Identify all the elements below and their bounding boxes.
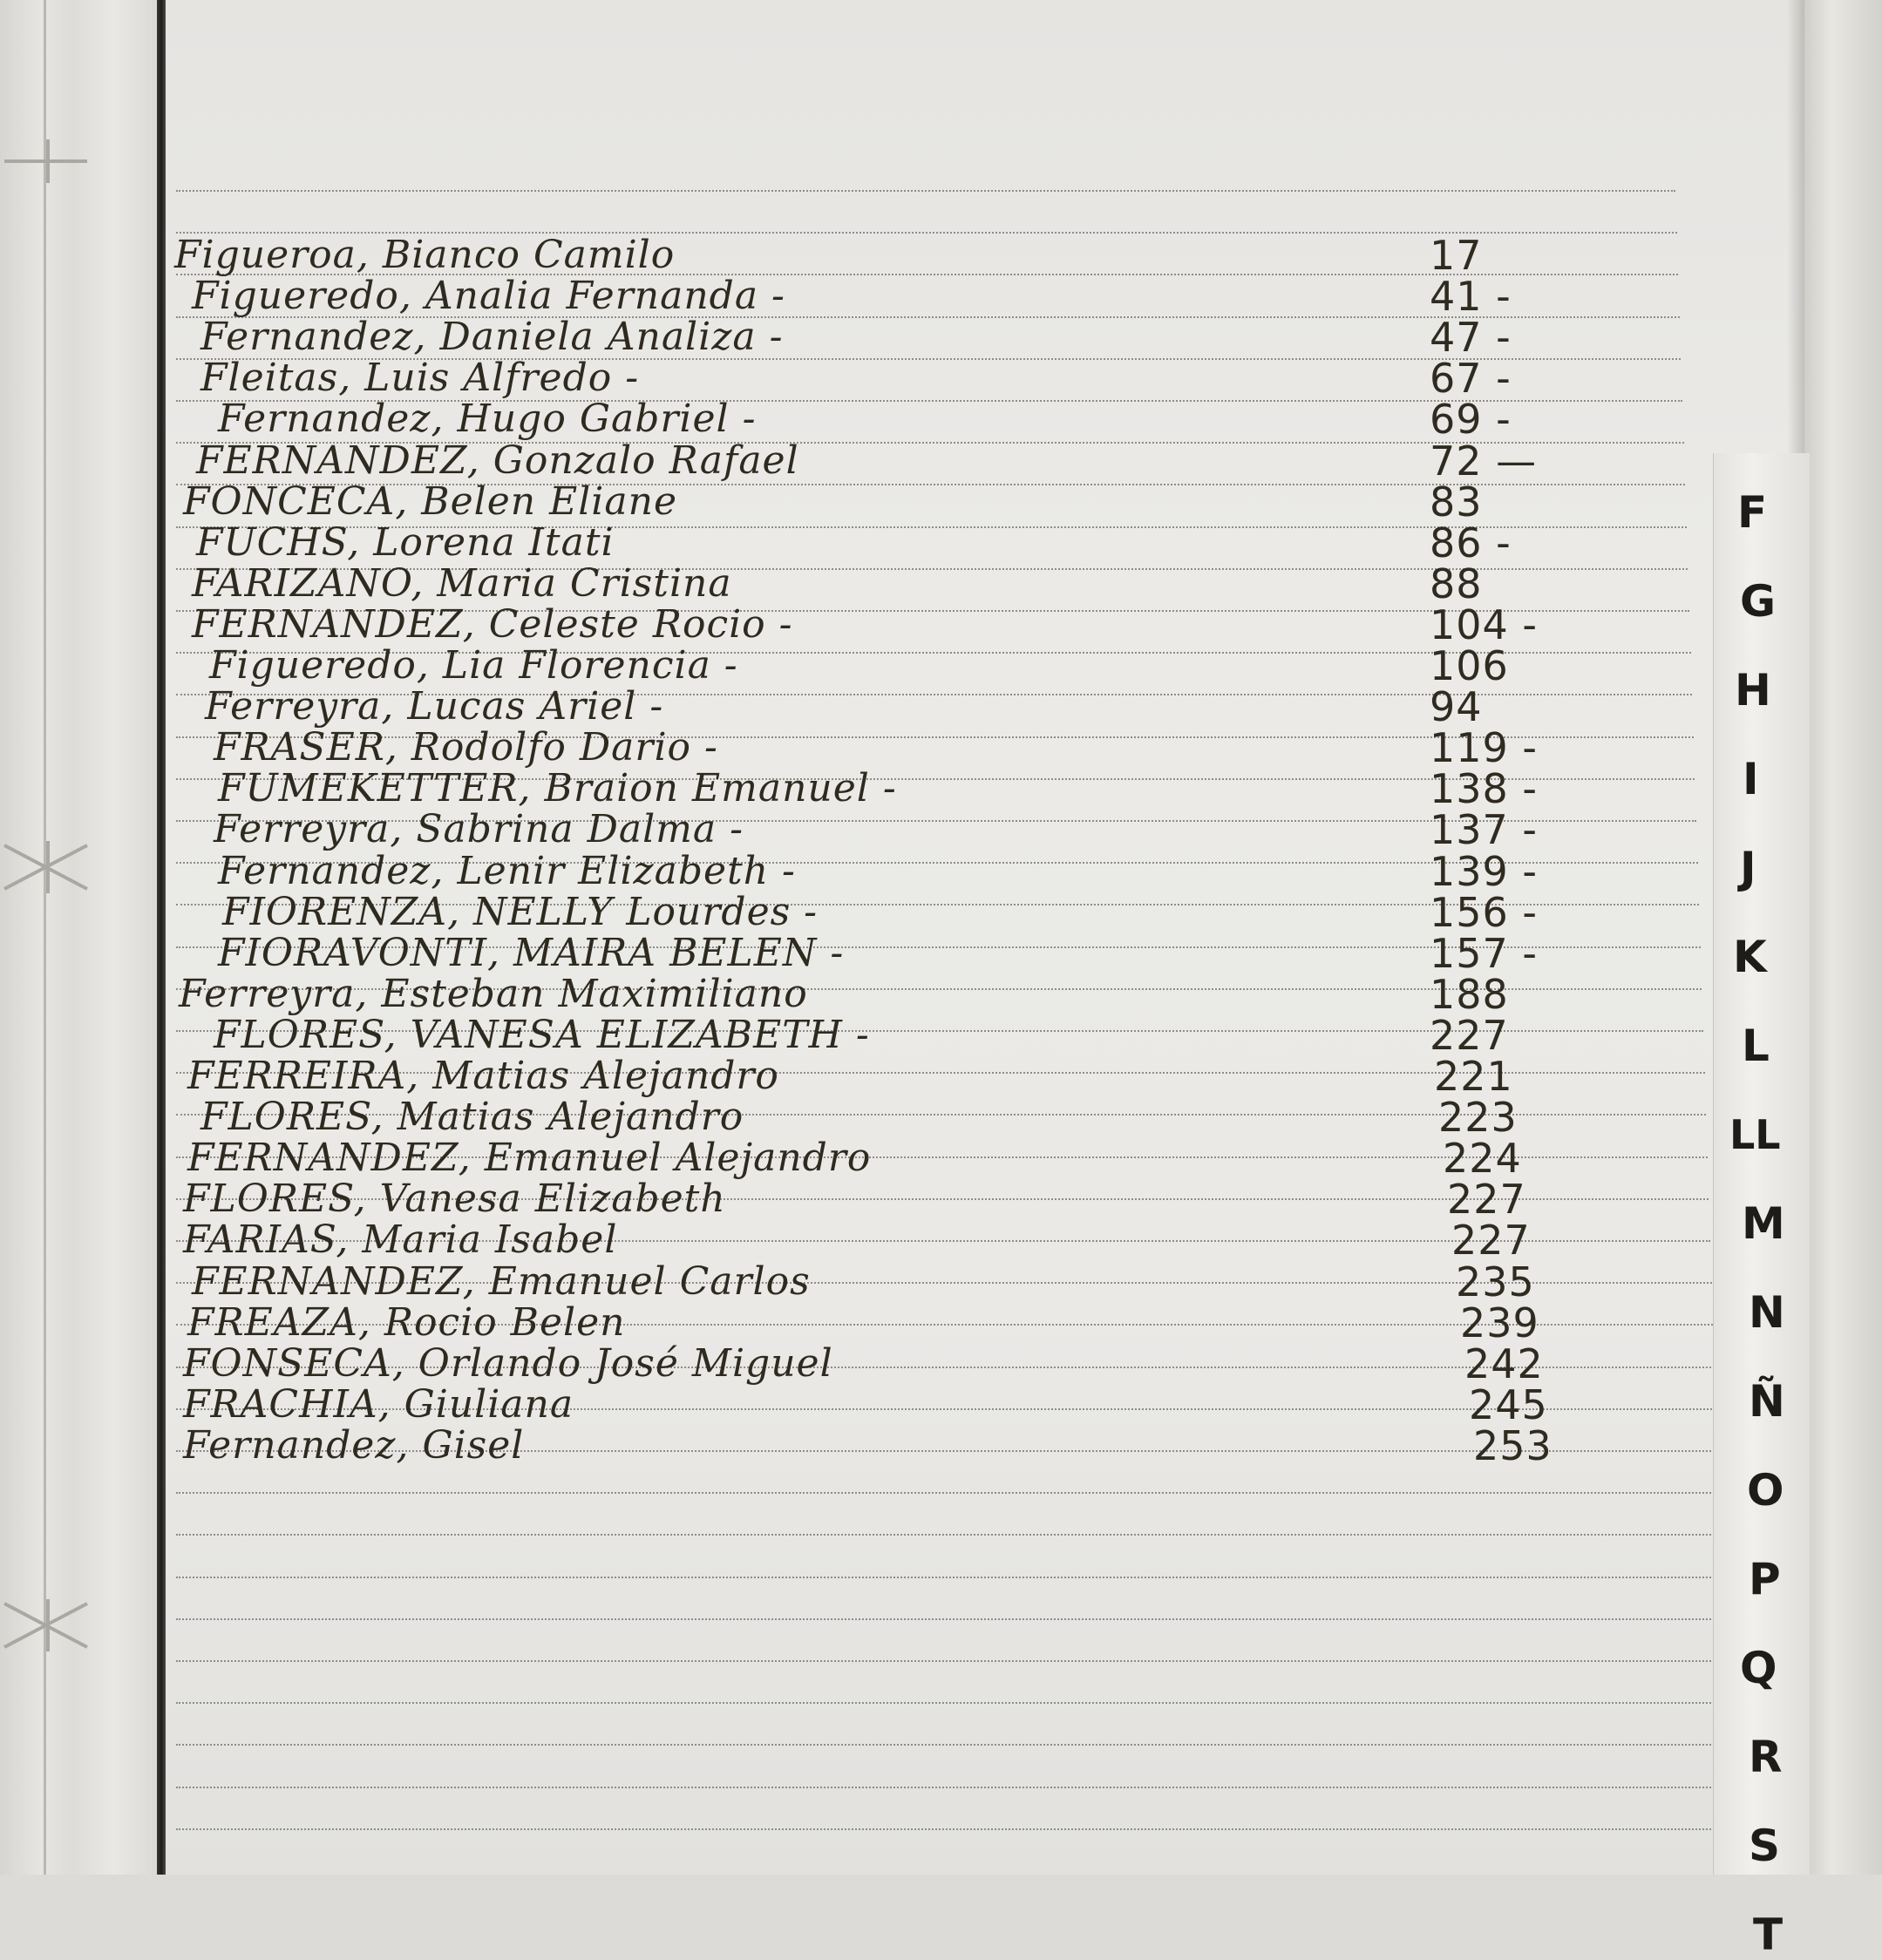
entry-number: 41 - (1430, 273, 1512, 321)
entry-name: Ferreyra, Sabrina Dalma - (214, 807, 744, 852)
entry-name: Ferreyra, Lucas Ariel - (205, 684, 664, 729)
ruled-line (176, 190, 1675, 192)
entry-name: FERREIRA, Matias Alejandro (187, 1054, 779, 1098)
entry-name: FERNANDEZ, Celeste Rocio - (192, 601, 793, 647)
entry-number: 245 (1469, 1380, 1548, 1428)
entry-number: 67 - (1430, 355, 1512, 403)
list-item (183, 1339, 1544, 1387)
list-item (196, 437, 1538, 485)
index-tab-p[interactable]: P (1749, 1554, 1781, 1604)
list-item (218, 847, 1539, 895)
ruled-line (176, 1577, 1717, 1578)
index-tab-q[interactable]: Q (1740, 1643, 1777, 1693)
index-tab-l[interactable]: L (1742, 1021, 1770, 1071)
entry-name: Fernandez, Lenir Elizabeth - (218, 848, 796, 893)
list-item (183, 1217, 1531, 1265)
entry-number: 106 (1430, 642, 1509, 689)
entry-number: 88 (1430, 560, 1483, 607)
list-item (187, 1135, 1522, 1183)
entry-name: FERNANDEZ, Emanuel Carlos (192, 1258, 811, 1304)
list-item (218, 765, 1539, 813)
list-item (192, 1258, 1535, 1306)
entry-number: 137 - (1430, 806, 1539, 854)
index-tab-ll[interactable]: LL (1729, 1111, 1781, 1158)
list-item (179, 970, 1509, 1018)
ruled-line (176, 1702, 1717, 1704)
list-item (192, 560, 1483, 607)
list-item (183, 1421, 1552, 1469)
entry-name: FLORES, VANESA ELIZABETH - (214, 1012, 870, 1057)
entry-number: 221 (1434, 1053, 1513, 1100)
entry-number: 188 (1430, 970, 1509, 1018)
entry-number: 224 (1443, 1135, 1522, 1183)
index-tab-s[interactable]: S (1749, 1821, 1781, 1871)
page-stack-edge (1804, 0, 1882, 1875)
list-item (192, 600, 1539, 648)
entry-name: FUCHS, Lorena Itati (196, 519, 615, 565)
entry-number: 227 (1451, 1217, 1531, 1265)
entry-number: 242 (1464, 1339, 1544, 1387)
entry-number: 69 - (1430, 396, 1512, 444)
entry-name: FLORES, Matias Alejandro (200, 1095, 744, 1140)
index-tab-j[interactable]: J (1740, 843, 1756, 893)
ruled-line (176, 1828, 1717, 1830)
stitch-mark-icon (0, 1595, 96, 1656)
entry-name: FONCECA, Belen Eliane (183, 478, 677, 524)
list-item (183, 1176, 1526, 1224)
entry-name: FRASER, Rodolfo Dario - (214, 725, 718, 770)
entry-number: 72 — (1430, 437, 1538, 485)
ruled-line (176, 1744, 1717, 1746)
stitch-mark-icon (0, 837, 96, 898)
entry-name: FREAZA, Rocio Belen (187, 1299, 626, 1345)
ruled-line (176, 1534, 1717, 1536)
entry-number: 227 (1447, 1176, 1526, 1224)
entry-number: 156 - (1430, 888, 1539, 936)
entry-name: FERNANDEZ, Gonzalo Rafael (196, 437, 799, 483)
list-item (196, 519, 1512, 566)
entry-name: Fernandez, Daniela Analiza - (200, 315, 784, 360)
binder-edge (157, 0, 166, 1875)
entry-name: FLORES, Vanesa Elizabeth (183, 1177, 726, 1222)
list-item (200, 1094, 1518, 1142)
entry-name: FARIZANO, Maria Cristina (192, 560, 732, 606)
list-item (183, 478, 1483, 526)
entry-number: 94 (1430, 683, 1483, 731)
ruled-line (176, 1492, 1717, 1494)
index-tab-r[interactable]: R (1749, 1732, 1783, 1782)
entry-number: 239 (1460, 1299, 1539, 1346)
entry-number: 139 - (1430, 847, 1539, 895)
entry-number: 223 (1438, 1094, 1518, 1142)
entry-number: 119 - (1430, 724, 1539, 772)
list-item (214, 806, 1539, 854)
list-item (183, 1380, 1548, 1428)
list-item (187, 1053, 1513, 1100)
entry-name: FRACHIA, Giuliana (183, 1381, 574, 1427)
entry-number: 138 - (1430, 765, 1539, 813)
ruled-line (176, 1660, 1717, 1662)
list-item (214, 724, 1539, 772)
entry-name: Fernandez, Gisel (183, 1422, 525, 1468)
list-item (218, 929, 1539, 977)
list-item (218, 396, 1512, 444)
ruled-line (176, 1618, 1717, 1620)
entry-name: FERNANDEZ, Emanuel Alejandro (187, 1136, 872, 1181)
entry-name: Fleitas, Luis Alfredo - (200, 356, 640, 401)
entry-name: FONSECA, Orlando José Miguel (183, 1340, 833, 1386)
entry-number: 235 (1456, 1258, 1535, 1306)
ledger-page (166, 0, 1804, 1875)
index-tab-enye[interactable]: Ñ (1749, 1376, 1785, 1427)
binder-fold-line (44, 0, 46, 1875)
entry-number: 47 - (1430, 314, 1512, 362)
entry-number: 86 - (1430, 519, 1512, 566)
index-tab-g[interactable]: G (1740, 576, 1777, 627)
index-tab-o[interactable]: O (1747, 1465, 1784, 1516)
entry-name: FUMEKETTER, Braion Emanuel - (218, 766, 897, 811)
entry-name: Fernandez, Hugo Gabriel - (218, 397, 757, 442)
entry-name: Figueredo, Analia Fernanda - (192, 274, 785, 319)
entry-number: 17 (1430, 232, 1483, 279)
list-item (200, 355, 1512, 403)
list-item (214, 1011, 1509, 1059)
index-tab-k[interactable]: K (1733, 932, 1767, 982)
index-tab-m[interactable]: M (1742, 1198, 1785, 1249)
entry-number: 157 - (1430, 929, 1539, 977)
entry-number: 227 (1430, 1011, 1509, 1059)
entry-number: 83 (1430, 478, 1483, 526)
index-tab-f[interactable]: F (1737, 487, 1768, 538)
index-tab-n[interactable]: N (1749, 1287, 1785, 1338)
entry-name: FARIAS, Maria Isabel (183, 1217, 618, 1263)
stitch-mark-icon (0, 131, 96, 192)
list-item (205, 683, 1483, 731)
list-item (200, 314, 1512, 362)
list-item (222, 888, 1539, 936)
list-item (209, 642, 1509, 689)
index-tab-h[interactable]: H (1735, 665, 1771, 716)
binder-strip (0, 0, 161, 1875)
entry-name: FIORAVONTI, MAIRA BELEN - (218, 930, 845, 975)
entry-name: Figueredo, Lia Florencia - (209, 643, 738, 688)
index-tab-i[interactable]: I (1743, 754, 1759, 804)
entry-number: 104 - (1430, 600, 1539, 648)
entry-name: Figueroa, Bianco Camilo (174, 233, 676, 277)
entry-number: 253 (1473, 1421, 1552, 1469)
ruled-line (176, 1787, 1717, 1788)
list-item (187, 1299, 1539, 1346)
entry-name: FIORENZA, NELLY Lourdes - (222, 889, 819, 934)
alphabet-index (1713, 453, 1810, 1960)
entry-name: Ferreyra, Esteban Maximiliano (179, 971, 808, 1016)
index-tab-t[interactable]: T (1753, 1909, 1783, 1960)
list-item (192, 273, 1512, 321)
list-item (174, 232, 1483, 279)
